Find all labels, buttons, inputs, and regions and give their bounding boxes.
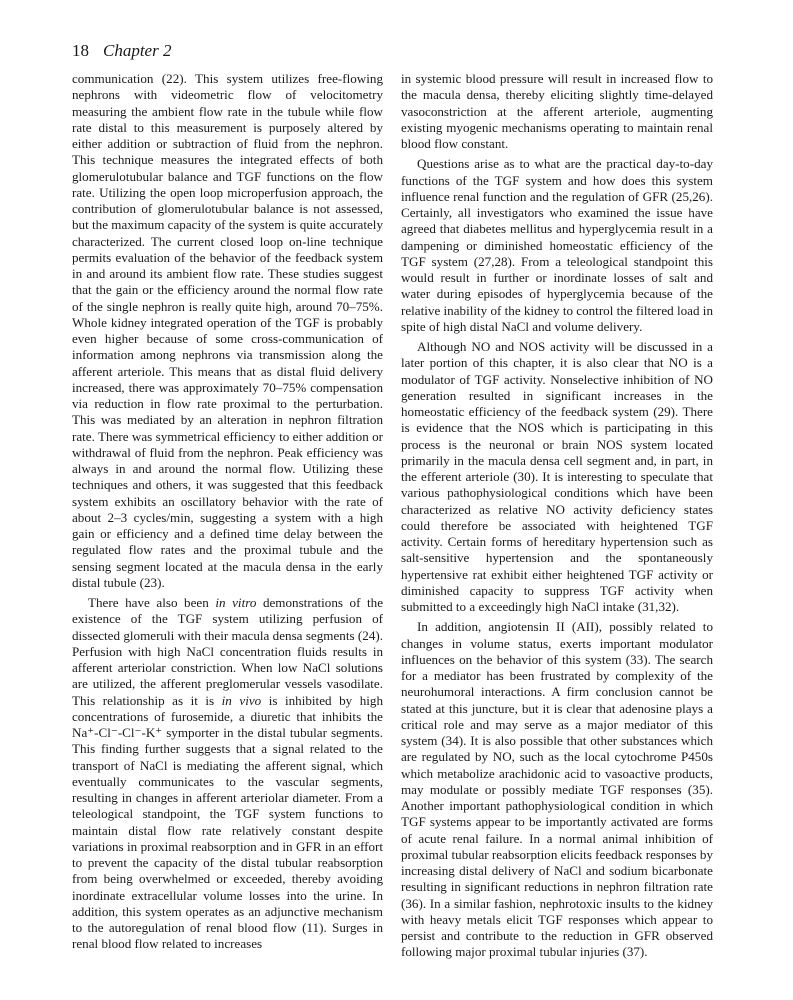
paragraph: In addition, angiotensin II (AII), possibly related to changes in volume status, exerts important modulator influences on the behavior of this system (33). The search for a mediator has been frustrated by complexity of the neurohumoral interactions. A firm conclusion cannot be stated at this juncture, but it is clear that adenosine plays a critical role and may serve as a major mediator of this system (34). It is also possible that other substances which are regulated by NO, such as the local cytochrome P450s which metabolize arachidonic acid to vasoactive products, may modulate or possibly mediate TGF responses (35). Another important pathophysiological condition in which TGF systems appear to be importantly activated are forms of acute renal failure. In a normal animal inhibition of proximal tubular reabsorption elicits feedback responses by increasing distal delivery of NaCl and sodium bicarbonate resulting in significant reductions in nephron filtration rate (36). In a similar fashion, nephrotoxic insults to the kidney with heavy metals elicit TGF responses which appear to persist and contribute to the reduction in GFR observed following major proximal tubular injuries (37). (401, 619, 713, 960)
left-column (72, 71, 383, 953)
italic-term: in vivo (221, 692, 262, 708)
text-run: is inhibited by high concentrations of furosemide, a diuretic that inhibits the Na⁺-Cl⁻-Cl⁻-K⁺ symporter in the distal tubular segments. This finding further suggests that a signal related to the transport of NaCl is mediating the afferent signal, which eventually communicates to the vascular segments, resulting in changes in afferent arteriolar diameter. From a teleological standpoint, the TGF system functions to maintain distal flow rate relatively constant despite variations in proximal reabsorption and in GFR in an effort to prevent the capacity of the distal tubular reabsorption from being overwhelmed or exceeded, thereby avoiding inordinate extracellular volume losses into the urine. In addition, this system operates as an adjunctive mechanism to the autoregulation of renal blood flow (11). Surges in renal blood flow related to increases (72, 692, 383, 952)
paragraph: Although NO and NOS activity will be discussed in a later portion of this chapter, it is also clear that NO is a modulator of TGF activity. Nonselective inhibition of NO generation resulted in significant increases in the homeostatic efficiency of the feedback system (29). There is evidence that the NOS which is participating in this process is the neuronal or brain NOS system located primarily in the macula densa cell segment and, in part, in the efferent arteriole (30). It is interesting to speculate that various pathophysiological conditions which have been characterized as relative NO activity deficiency states could therefore be associated with heightened TGF activity. Certain forms of hereditary hypertension such as salt-sensitive hypertension and the spontaneously hypertensive rat exhibit either heightened TGF activity or diminished capacity to suppress TGF activity when submitted to a exceedingly high NaCl intake (31,32). (401, 339, 713, 614)
text-run: There have also been (88, 595, 216, 610)
paragraph: communication (22). This system utilizes free-flowing nephrons with videometric flow of velocitometry measuring the ambient flow rate in the tubule while flow rate distal to this measurement is purposely altered by either addition or subtraction of fluid from the nephron. This technique measures the integrated effects of both glomerulotubular balance and TGF functions on the flow rate. Utilizing the open loop microperfusion approach, the contribution of glomerulotubular balance is not assessed, but the maximum capacity of the system is quite accurately characterized. The current closed loop on-line technique permits evaluation of the behavior of the feedback system in and around its ambient flow rate. These studies suggest that the gain or the efficiency around the normal flow rate of the single nephron is really quite high, around 70–75%. Whole kidney integrated operation of the TGF is probably even higher because of some cross-communication of information among nephrons via transmission along the afferent arteriole. This means that as distal fluid delivery increased, there was approximately 70–75% compensation via reduction in flow rate proximal to the perturbation. This was mediated by an alteration in nephron filtration rate. There was symmetrical efficiency to either addition or withdrawal of fluid from the nephron. Peak efficiency was always in and around the normal flow. Utilizing these techniques and others, it was suggested that this feedback system exhibits an oscillatory behavior with the rate of about 2–3 cycles/min, suggesting a system with a high gain or efficiency and a defined time delay between the regulated flow rates and the proximal tubule and the sensing segment located at the macula densa in the early distal tubule (23). (72, 71, 383, 590)
paragraph (72, 595, 383, 953)
paragraph: in systemic blood pressure will result in increased flow to the macula densa, thereby eliciting slightly time-delayed vasoconstriction at the afferent arteriole, augmenting existing myogenic mechanisms operating to maintain renal blood flow constant. (401, 71, 713, 151)
paragraph: Questions arise as to what are the practical day-to-day functions of the TGF system and how does this system influence renal function and the regulation of GFR (25,26). Certainly, all investigators who examined the issue have agreed that diabetes mellitus and hyperglycemia result in a dampening or diminished homeostatic efficiency of the TGF system (27,28). From a teleological standpoint this would result in further or inordinate losses of salt and water during episodes of hyperglycemia because of the relative inability of the kidney to control the filtered load in spite of high distal NaCl and volume delivery. (401, 156, 713, 334)
chapter-title: Chapter 2 (103, 41, 172, 60)
text-run: demonstrations of the existence of the TGF system utilizing perfusion of dissected glomeruli with their macula densa segments (24). Perfusion with high NaCl concentration fluids results in afferent arteriolar constriction. When low NaCl solutions are utilized, the afferent preglomerular vessels vasodilate. This relationship as it is (72, 595, 384, 708)
right-column (401, 71, 713, 961)
running-head (72, 41, 171, 61)
italic-term: in vitro (215, 595, 257, 610)
page-number: 18 (72, 41, 89, 60)
